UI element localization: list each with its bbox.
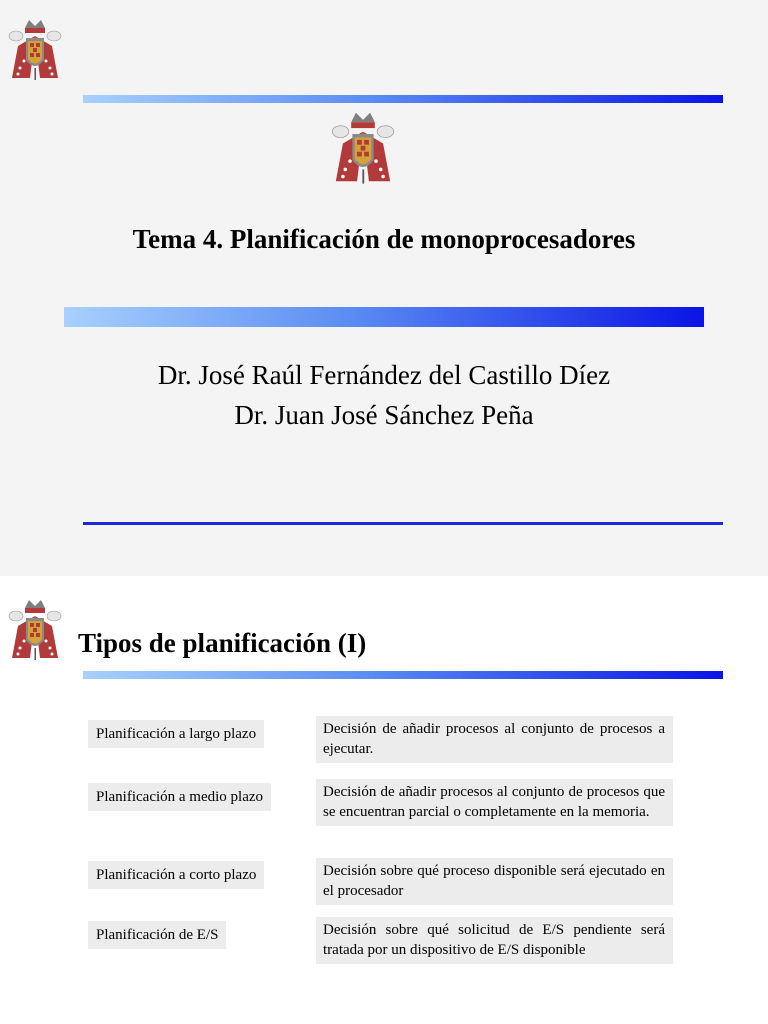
scheduling-type-description: Decisión sobre qué proceso disponible será ejecutado en el procesador [316,858,673,905]
author-name: Dr. José Raúl Fernández del Castillo Díez [157,360,611,390]
title-underline-bar [64,307,704,327]
content-slide [0,576,768,1024]
slide-title: Tipos de planificación (I) [78,628,367,658]
author-name: Dr. Juan José Sánchez Peña [234,400,534,430]
scheduling-type-label: Planificación a corto plazo [88,861,264,889]
scheduling-type-label: Planificación a medio plazo [88,783,271,811]
top-divider-bar [83,95,723,103]
scheduling-type-label: Planificación de E/S [88,921,226,949]
title-divider-bar [83,671,723,679]
scheduling-type-description: Decisión sobre qué solicitud de E/S pendiente será tratada por un dispositivo de E/S disponible [316,917,673,964]
scheduling-type-description: Decisión de añadir procesos al conjunto de procesos que se encuentran parcial o completamente en la memoria. [316,779,673,826]
bottom-rule [83,522,723,525]
university-crest-icon [327,108,399,186]
university-crest-icon [8,596,62,662]
scheduling-type-description: Decisión de añadir procesos al conjunto de procesos a ejecutar. [316,716,673,763]
university-crest-icon [8,16,62,82]
slide-title: Tema 4. Planificación de monoprocesadores [132,224,636,254]
scheduling-type-label: Planificación a largo plazo [88,720,264,748]
